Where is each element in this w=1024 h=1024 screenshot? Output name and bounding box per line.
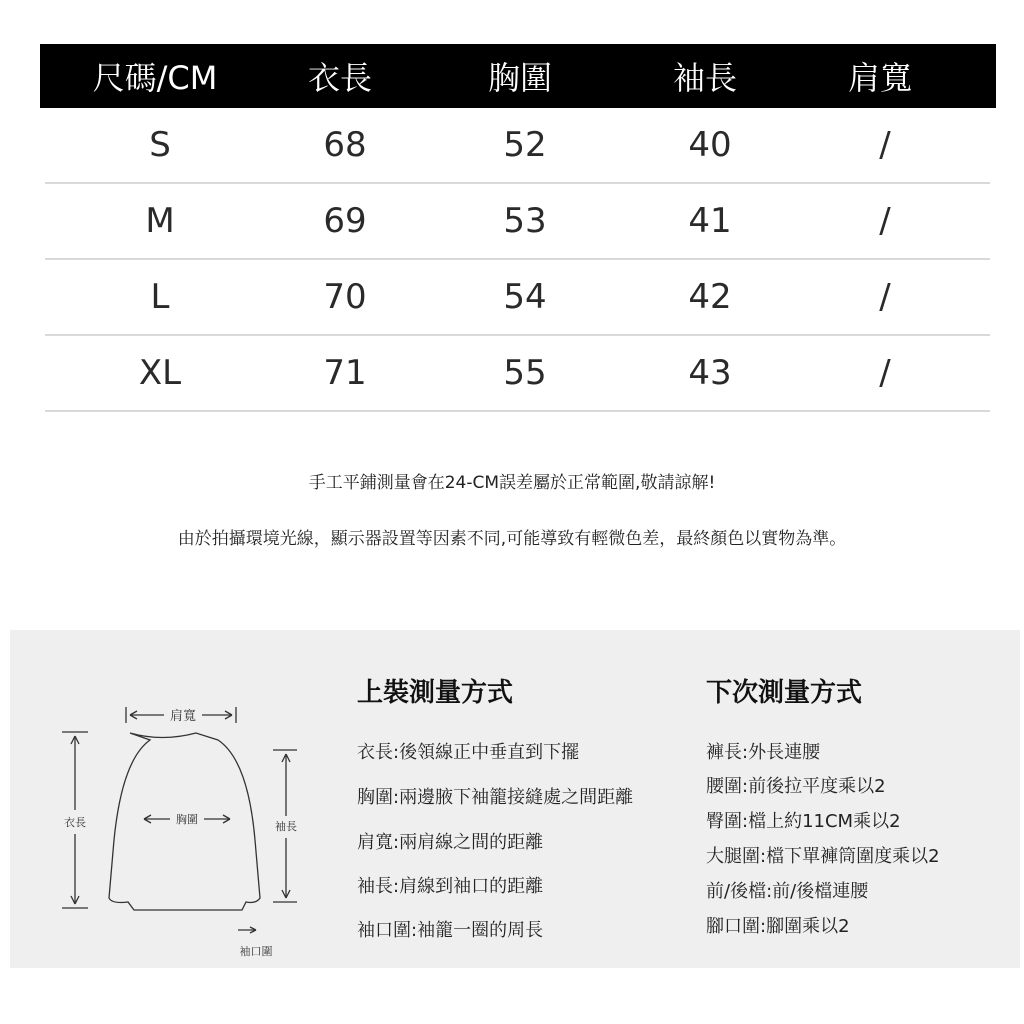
list-item: 褲長:外長連腰 [706, 742, 821, 763]
cell-shoulder: / [879, 125, 891, 165]
sleeve-label: 袖長 [275, 820, 297, 833]
cuff-label: 袖口圍 [239, 945, 273, 958]
cell-length: 71 [323, 353, 367, 393]
list-item: 前/後檔:前/後檔連腰 [706, 881, 869, 902]
cell-shoulder: / [879, 353, 891, 393]
cell-sleeve: 43 [688, 353, 732, 393]
color-note: 由於拍攝環境光線，顯示器設置等因素不同,可能導致有輕微色差，最終顏色以實物為準。 [177, 529, 847, 549]
list-item: 肩寬:兩肩線之間的距離 [357, 832, 544, 853]
cell-length: 69 [323, 201, 367, 241]
table-row [45, 260, 990, 336]
cell-sleeve: 40 [688, 125, 732, 165]
cell-length: 68 [323, 125, 367, 165]
list-item: 腳口圍:腳圍乘以2 [706, 916, 850, 937]
cell-sleeve: 42 [688, 277, 732, 317]
header-shoulder: 肩寬 [847, 59, 912, 97]
header-chest: 胸圍 [487, 59, 552, 97]
cell-chest: 53 [503, 201, 547, 241]
cell-chest: 52 [503, 125, 547, 165]
table-row [45, 108, 990, 184]
shoulder-label: 肩寬 [169, 709, 197, 724]
header-size: 尺碼/CM [92, 59, 218, 97]
size-table [40, 44, 996, 412]
header-length: 衣長 [307, 59, 372, 97]
cell-chest: 54 [503, 277, 547, 317]
header-sleeve: 袖長 [672, 59, 737, 97]
list-item: 衣長:後領線正中垂直到下擺 [357, 742, 580, 763]
bottom-method-title: 下次測量方式 [706, 678, 863, 708]
table-row [45, 184, 990, 260]
garment-diagram [10, 630, 310, 968]
length-label: 衣長 [64, 816, 86, 829]
table-row [45, 336, 990, 412]
cell-length: 70 [323, 277, 367, 317]
list-item: 臀圍:檔上約11CM乘以2 [706, 811, 901, 832]
cell-chest: 55 [503, 353, 547, 393]
cell-shoulder: / [879, 277, 891, 317]
cell-size: L [150, 277, 170, 317]
list-item: 大腿圍:檔下單褲筒圍度乘以2 [706, 846, 940, 867]
cell-size: XL [138, 353, 182, 393]
chest-label: 胸圍 [176, 813, 198, 826]
list-item: 胸圍:兩邊腋下袖籠接縫處之間距離 [357, 787, 634, 808]
list-item: 袖口圍:袖籠一圈的周長 [357, 920, 544, 941]
tolerance-note: 手工平鋪測量會在24-CM誤差屬於正常範圍,敬請諒解! [308, 473, 716, 493]
cell-size: M [145, 201, 175, 241]
cell-sleeve: 41 [688, 201, 732, 241]
measurement-panel [10, 630, 1020, 968]
list-item: 袖長:肩線到袖口的距離 [357, 876, 544, 897]
cell-shoulder: / [879, 201, 891, 241]
top-method-title: 上裝測量方式 [357, 678, 514, 708]
cell-size: S [149, 125, 171, 165]
list-item: 腰圍:前後拉平度乘以2 [706, 776, 886, 797]
table-header [40, 44, 996, 108]
